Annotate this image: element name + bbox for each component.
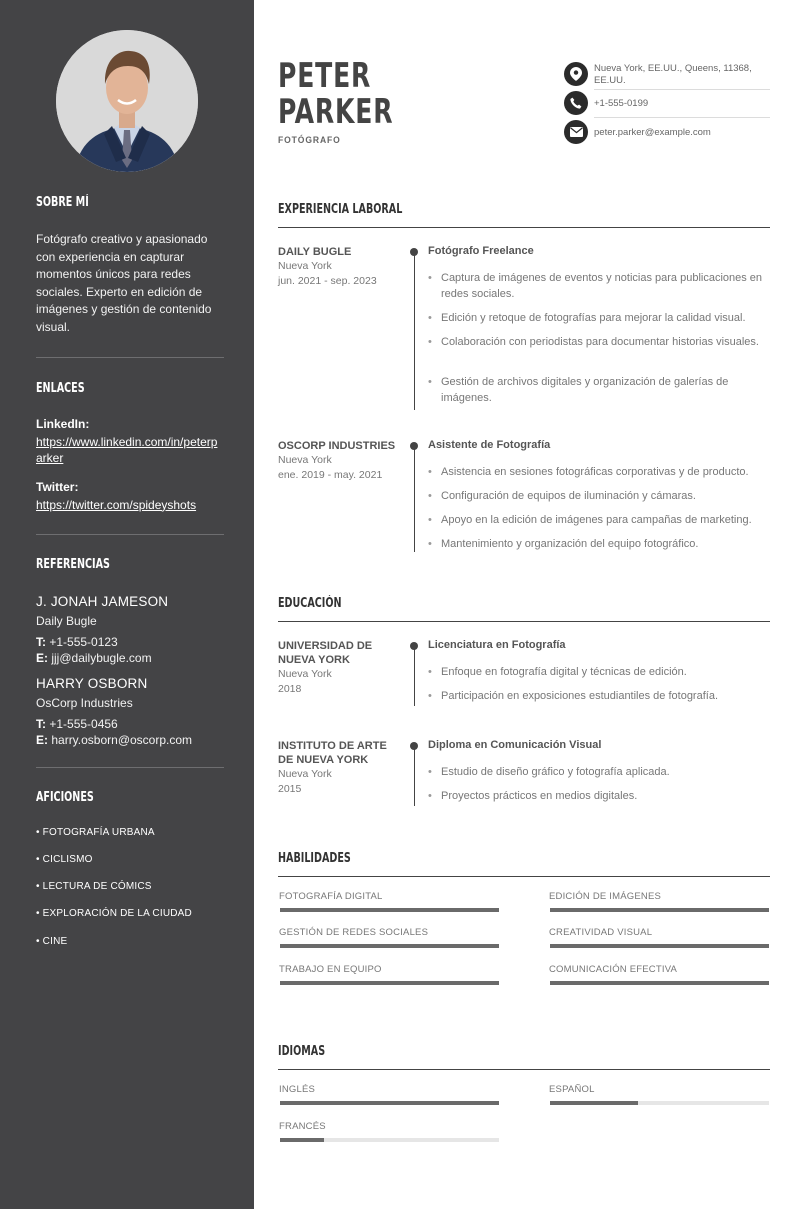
- language-item: [279, 1084, 499, 1095]
- section-title: EXPERIENCIA LABORAL: [278, 202, 403, 217]
- section-title: HABILIDADES: [278, 851, 351, 866]
- reference-name: HARRY OSBORN: [36, 676, 148, 691]
- skill-item: [549, 927, 769, 938]
- location: Nueva York: [278, 768, 332, 780]
- location: Nueva York: [278, 668, 332, 680]
- language-name: FRANCÉS: [279, 1121, 326, 1132]
- skill-name: CREATIVIDAD VISUAL: [549, 927, 653, 938]
- skill-bar-track: [280, 944, 499, 948]
- education-meta: [278, 739, 398, 796]
- section-title: EDUCACIÓN: [278, 596, 342, 611]
- list-item: • Edición y retoque de fotografías para mejorar la calidad visual.: [428, 310, 773, 326]
- link-item-twitter: [36, 479, 226, 513]
- timeline-dot: [410, 642, 418, 650]
- reference-company: OsCorp Industries: [36, 695, 133, 710]
- about-text: Fotógrafo creativo y apasionado con experiencia en capturar momentos únicos para redes sociales. Experto en edición de imágenes y gestión de contenido visual.: [36, 232, 212, 334]
- degree-title: Licenciatura en Fotografía: [428, 639, 566, 651]
- divider: [594, 117, 770, 118]
- year: 2015: [278, 782, 302, 795]
- avatar: [56, 30, 198, 172]
- divider: [36, 767, 224, 768]
- list-item: • Asistencia en sesiones fotográficas corporativas y de producto.: [428, 464, 773, 480]
- location: Nueva York: [278, 260, 332, 272]
- skill-bar-fill: [280, 944, 499, 948]
- education-heading: [278, 596, 770, 622]
- skill-bar-track: [550, 908, 769, 912]
- list-item: • Estudio de diseño gráfico y fotografía aplicada.: [428, 764, 773, 780]
- link-label: Twitter:: [36, 480, 79, 494]
- organization: DAILY BUGLE: [278, 246, 352, 258]
- skill-item: [549, 891, 769, 902]
- language-name: ESPAÑOL: [549, 1084, 595, 1095]
- experience-meta: [278, 245, 398, 288]
- email-label: E:: [36, 651, 48, 665]
- contact-email: [564, 120, 770, 144]
- reference-item: [36, 675, 226, 748]
- references-heading: REFERENCIAS: [36, 557, 110, 572]
- hobbies-heading: AFICIONES: [36, 790, 94, 805]
- reference-phone: +1-555-0456: [49, 717, 118, 731]
- hobby-item: • LECTURA DE CÓMICS: [36, 881, 152, 892]
- skill-bar-track: [280, 908, 499, 912]
- list-item: • Enfoque en fotografía digital y técnicas de edición.: [428, 664, 773, 680]
- list-item: • Mantenimiento y organización del equipo fotográfico.: [428, 536, 773, 552]
- language-bar-fill: [550, 1101, 638, 1105]
- timeline-line: [414, 252, 415, 410]
- location: Nueva York: [278, 454, 332, 466]
- language-item: [279, 1121, 499, 1132]
- skill-name: EDICIÓN DE IMÁGENES: [549, 891, 662, 902]
- organization: OSCORP INDUSTRIES: [278, 440, 396, 452]
- envelope-icon: [564, 120, 588, 144]
- hobby-item: • FOTOGRAFÍA URBANA: [36, 827, 155, 838]
- skill-bar-fill: [550, 944, 769, 948]
- divider: [36, 534, 224, 535]
- skill-bar-track: [280, 981, 499, 985]
- list-item: • Colaboración con periodistas para documentar historias visuales.: [428, 334, 773, 350]
- skill-bar-track: [550, 944, 769, 948]
- phone-text: +1-555-0199: [594, 98, 649, 109]
- year: 2018: [278, 682, 302, 695]
- skill-name: COMUNICACIÓN EFECTIVA: [549, 964, 678, 975]
- language-bar-track: [550, 1101, 769, 1105]
- list-item: • Proyectos prácticos en medios digitales.: [428, 788, 773, 804]
- skill-bar-fill: [280, 981, 499, 985]
- last-name: PARKER: [278, 92, 394, 132]
- link-item-linkedin: [36, 416, 218, 466]
- hobby-item: • CINE: [36, 936, 68, 947]
- timeline-dot: [410, 442, 418, 450]
- list-item: • Gestión de archivos digitales y organización de galerías de imágenes.: [428, 374, 773, 406]
- language-bar-fill: [280, 1138, 324, 1142]
- linkedin-link[interactable]: https://www.linkedin.com/in/peterparker: [36, 434, 218, 465]
- language-name: INGLÉS: [279, 1084, 316, 1095]
- reference-item: [36, 593, 226, 666]
- list-item: • Apoyo en la edición de imágenes para campañas de marketing.: [428, 512, 773, 528]
- skill-bar-fill: [550, 981, 769, 985]
- experience-heading: [278, 202, 770, 228]
- about-heading: SOBRE MÍ: [36, 195, 89, 210]
- reference-name: J. JONAH JAMESON: [36, 594, 169, 609]
- phone-label: T:: [36, 635, 46, 649]
- skill-bar-fill: [280, 908, 499, 912]
- section-title: IDIOMAS: [278, 1044, 326, 1059]
- twitter-link[interactable]: https://twitter.com/spideyshots: [36, 497, 197, 512]
- first-name: PETER: [278, 56, 372, 96]
- date-range: jun. 2021 - sep. 2023: [278, 274, 377, 287]
- contact-address: [564, 62, 770, 88]
- skill-bar-fill: [550, 908, 769, 912]
- page-title: [278, 58, 393, 130]
- timeline-dot: [410, 742, 418, 750]
- contact-phone: [564, 91, 770, 115]
- institution: UNIVERSIDAD DE NUEVA YORK: [278, 640, 373, 666]
- timeline-line: [414, 646, 415, 706]
- hobby-item: • CICLISMO: [36, 854, 93, 865]
- date-range: ene. 2019 - may. 2021: [278, 468, 383, 481]
- skill-name: GESTIÓN DE REDES SOCIALES: [279, 927, 429, 938]
- phone-label: T:: [36, 717, 46, 731]
- timeline-line: [414, 446, 415, 552]
- skills-heading: [278, 851, 770, 877]
- language-bar-track: [280, 1138, 499, 1142]
- skill-item: [279, 964, 499, 975]
- divider: [36, 357, 224, 358]
- list-item: • Participación en exposiciones estudiantiles de fotografía.: [428, 688, 773, 704]
- list-item: • Configuración de equipos de iluminación y cámaras.: [428, 488, 773, 504]
- skill-bar-track: [550, 981, 769, 985]
- language-bar-fill: [280, 1101, 499, 1105]
- skill-name: TRABAJO EN EQUIPO: [279, 964, 382, 975]
- reference-company: Daily Bugle: [36, 613, 97, 628]
- divider: [594, 89, 770, 90]
- job-title: FOTÓGRAFO: [278, 135, 341, 146]
- experience-meta: [278, 439, 398, 482]
- hobby-item: • EXPLORACIÓN DE LA CIUDAD: [36, 908, 192, 919]
- skill-item: [279, 891, 499, 902]
- links-heading: ENLACES: [36, 381, 85, 396]
- list-item: • Captura de imágenes de eventos y noticias para publicaciones en redes sociales.: [428, 270, 773, 302]
- timeline-line: [414, 746, 415, 806]
- link-label: LinkedIn:: [36, 417, 90, 431]
- institution: INSTITUTO DE ARTE DE NUEVA YORK: [278, 740, 387, 766]
- role-title: Asistente de Fotografía: [428, 439, 551, 451]
- skill-item: [549, 964, 769, 975]
- language-item: [549, 1084, 769, 1095]
- email-text: peter.parker@example.com: [594, 127, 711, 138]
- skill-name: FOTOGRAFÍA DIGITAL: [279, 891, 383, 902]
- timeline-dot: [410, 248, 418, 256]
- reference-email: harry.osborn@oscorp.com: [51, 733, 193, 747]
- email-label: E:: [36, 733, 48, 747]
- degree-title: Diploma en Comunicación Visual: [428, 739, 602, 751]
- role-title: Fotógrafo Freelance: [428, 245, 534, 257]
- language-bar-track: [280, 1101, 499, 1105]
- reference-phone: +1-555-0123: [49, 635, 118, 649]
- phone-icon: [564, 91, 588, 115]
- skill-item: [279, 927, 499, 938]
- location-pin-icon: [564, 62, 588, 86]
- address-text: Nueva York, EE.UU., Queens, 11368, EE.UU.: [594, 63, 752, 86]
- education-meta: [278, 639, 398, 696]
- sidebar: [0, 0, 254, 1209]
- reference-email: jjj@dailybugle.com: [51, 651, 152, 665]
- languages-heading: [278, 1044, 770, 1070]
